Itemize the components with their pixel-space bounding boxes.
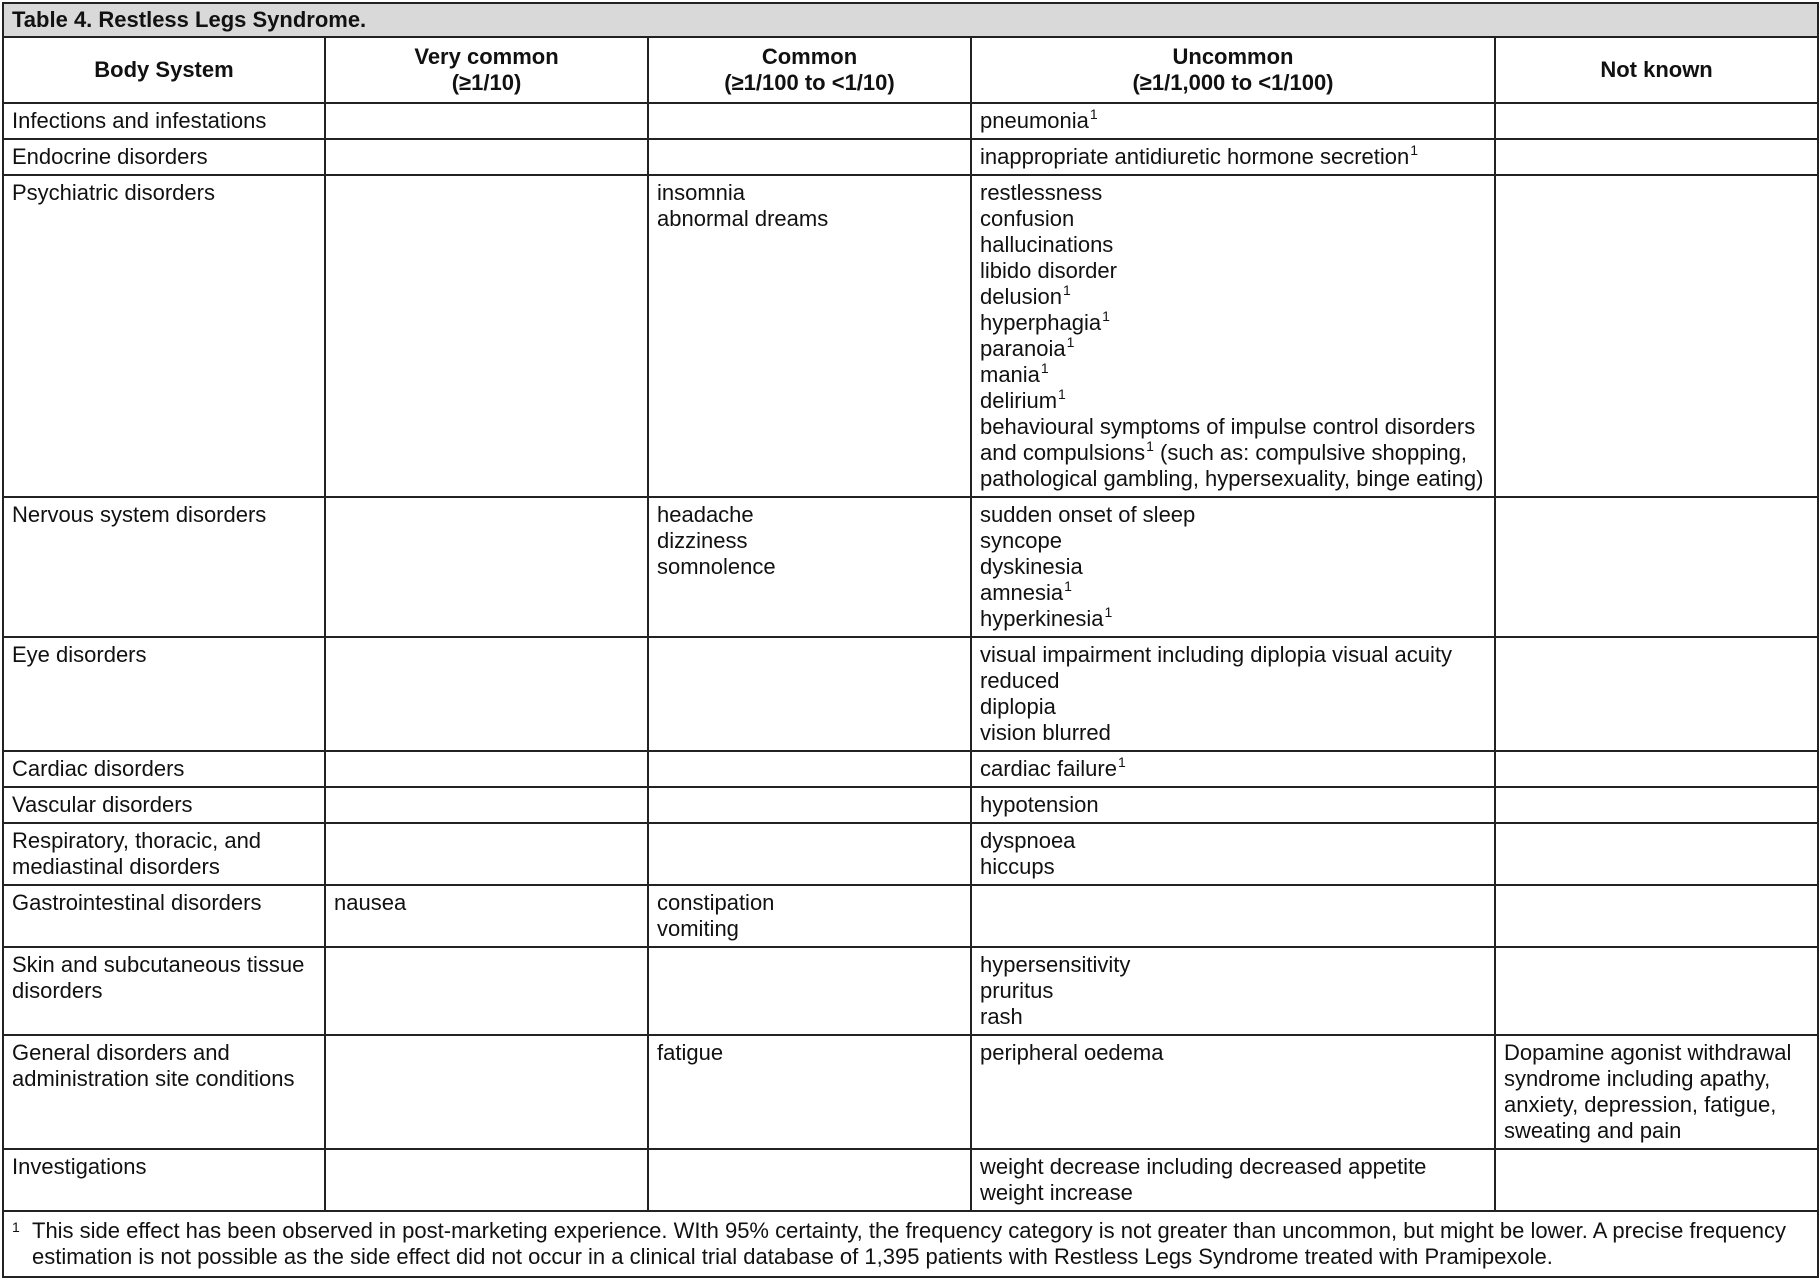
cell-text: constipation <box>657 890 775 915</box>
cell-line <box>980 606 1486 632</box>
cell-line <box>1504 1040 1809 1066</box>
cell-line <box>980 414 1486 440</box>
body-system-cell <box>3 947 325 1035</box>
cell-line <box>980 502 1486 528</box>
uncommon-cell <box>971 1149 1495 1211</box>
cell-text: fatigue <box>657 1040 724 1065</box>
cell-text: hypersensitivity <box>980 952 1131 977</box>
body-system-cell <box>3 751 325 787</box>
cell-line <box>980 978 1486 1004</box>
not-known-cell <box>1495 885 1818 947</box>
cell-text: sudden onset of sleep <box>980 502 1196 527</box>
very-common-cell <box>325 139 648 175</box>
table-title: Table 4. Restless Legs Syndrome. <box>3 3 1818 37</box>
cell-text: hyperkinesia <box>980 606 1104 631</box>
very-common-cell <box>325 497 648 637</box>
cell-line <box>12 108 316 134</box>
cell-line <box>657 890 962 916</box>
body-system-cell <box>3 497 325 637</box>
cell-line <box>980 258 1486 284</box>
cell-line <box>980 580 1486 606</box>
cell-text: Dopamine agonist withdrawal <box>1504 1040 1792 1065</box>
uncommon-cell <box>971 103 1495 139</box>
common-cell <box>648 885 971 947</box>
very-common-cell <box>325 175 648 497</box>
not-known-cell <box>1495 823 1818 885</box>
very-common-cell <box>325 947 648 1035</box>
cell-line <box>334 890 639 916</box>
very-common-cell <box>325 1035 648 1149</box>
cell-text: pathological gambling, hypersexuality, binge eating) <box>980 466 1484 491</box>
cell-text: dyskinesia <box>980 554 1083 579</box>
header-line: (≥1/10) <box>451 70 522 95</box>
cell-text: peripheral oedema <box>980 1040 1164 1065</box>
cell-line <box>980 206 1486 232</box>
cell-line <box>980 362 1486 388</box>
table-row <box>3 885 1818 947</box>
footnote-ref: 1 <box>1062 282 1071 298</box>
cell-text: syndrome including apathy, <box>1504 1066 1771 1091</box>
uncommon-cell <box>971 1035 1495 1149</box>
cell-line <box>980 1040 1486 1066</box>
cell-line <box>980 694 1486 720</box>
uncommon-cell <box>971 139 1495 175</box>
cell-line <box>980 528 1486 554</box>
cell-line <box>980 792 1486 818</box>
common-cell <box>648 1149 971 1211</box>
cell-line <box>980 466 1486 492</box>
footnote-ref: 1 <box>1066 334 1075 350</box>
uncommon-cell <box>971 885 1495 947</box>
cell-text: Eye disorders <box>12 642 147 667</box>
cell-line <box>657 554 962 580</box>
cell-line <box>980 440 1486 466</box>
cell-text: Skin and subcutaneous tissue <box>12 952 305 977</box>
body-system-cell <box>3 823 325 885</box>
cell-line <box>657 502 962 528</box>
very-common-cell <box>325 637 648 751</box>
not-known-cell <box>1495 787 1818 823</box>
cell-text: delusion <box>980 284 1062 309</box>
header-very-common <box>325 37 648 103</box>
cell-line <box>980 952 1486 978</box>
table-body <box>3 103 1818 1211</box>
cell-text: delirium <box>980 388 1058 413</box>
cell-text: Respiratory, thoracic, and <box>12 828 262 853</box>
cell-line <box>12 756 316 782</box>
header-line: Common <box>761 44 858 69</box>
cell-line <box>12 890 316 916</box>
cell-line <box>980 108 1486 134</box>
cell-line <box>980 642 1486 668</box>
uncommon-cell <box>971 497 1495 637</box>
cell-text: cardiac failure <box>980 756 1117 781</box>
cell-text: amnesia <box>980 580 1064 605</box>
cell-text: abnormal dreams <box>657 206 829 231</box>
footnote-text: This side effect has been observed in post-marketing experience. WIth 95% certainty, the frequency category is not greater than uncommon, but might be lower. A precise frequency estimation is not possible as the side effect did not occur in a clinical trial database of 1,395 patients with Restless Legs Syndrome treated with Pramipexole. <box>32 1218 1787 1269</box>
cell-text: reduced <box>980 668 1060 693</box>
cell-text: hyperphagia <box>980 310 1102 335</box>
common-cell <box>648 823 971 885</box>
table-row <box>3 139 1818 175</box>
common-cell <box>648 175 971 497</box>
cell-text: Nervous system disorders <box>12 502 267 527</box>
cell-line <box>980 554 1486 580</box>
cell-line <box>657 528 962 554</box>
cell-text: dyspnoea <box>980 828 1076 853</box>
cell-text: Cardiac disorders <box>12 756 185 781</box>
footnote-ref: 1 <box>1102 308 1110 324</box>
body-system-cell <box>3 637 325 751</box>
cell-line <box>1504 1092 1809 1118</box>
cell-text: diplopia <box>980 694 1056 719</box>
cell-line <box>980 828 1486 854</box>
body-system-cell <box>3 787 325 823</box>
cell-line <box>12 144 316 170</box>
cell-text: weight increase <box>980 1180 1133 1205</box>
cell-line <box>980 1154 1486 1180</box>
cell-text: paranoia <box>980 336 1066 361</box>
table-row <box>3 637 1818 751</box>
common-cell <box>648 787 971 823</box>
header-line: Body System <box>94 57 234 82</box>
table-row <box>3 1035 1818 1149</box>
very-common-cell <box>325 751 648 787</box>
not-known-cell <box>1495 175 1818 497</box>
cell-text: weight decrease including decreased appetite <box>980 1154 1427 1179</box>
common-cell <box>648 947 971 1035</box>
cell-text: nausea <box>334 890 407 915</box>
not-known-cell <box>1495 751 1818 787</box>
cell-line <box>12 854 316 880</box>
cell-line <box>980 180 1486 206</box>
common-cell <box>648 139 971 175</box>
cell-text: visual impairment including diplopia visual acuity <box>980 642 1453 667</box>
cell-line <box>980 720 1486 746</box>
cell-line <box>980 668 1486 694</box>
cell-line <box>980 284 1486 310</box>
cell-line <box>980 756 1486 782</box>
body-system-cell <box>3 103 325 139</box>
body-system-cell <box>3 175 325 497</box>
cell-text: mediastinal disorders <box>12 854 220 879</box>
uncommon-cell <box>971 637 1495 751</box>
cell-text: and compulsions <box>980 440 1146 465</box>
cell-text: insomnia <box>657 180 746 205</box>
cell-text: General disorders and <box>12 1040 230 1065</box>
header-line: Very common <box>414 44 559 69</box>
footnote-ref: 1 <box>1117 754 1126 770</box>
cell-line <box>980 232 1486 258</box>
cell-text: pruritus <box>980 978 1054 1003</box>
cell-text: restlessness <box>980 180 1103 205</box>
cell-text: anxiety, depression, fatigue, <box>1504 1092 1777 1117</box>
table-row <box>3 751 1818 787</box>
footnote-ref: 1 <box>1146 438 1154 454</box>
body-system-cell <box>3 139 325 175</box>
header-line: Not known <box>1600 57 1713 82</box>
cell-text: hypotension <box>980 792 1099 817</box>
cell-text: mania <box>980 362 1040 387</box>
adverse-reactions-table-container <box>2 2 1817 1278</box>
cell-text: hallucinations <box>980 232 1114 257</box>
cell-line <box>980 1004 1486 1030</box>
body-system-cell <box>3 885 325 947</box>
common-cell <box>648 751 971 787</box>
cell-text: dizziness <box>657 528 748 553</box>
cell-text: administration site conditions <box>12 1066 295 1091</box>
cell-text: inappropriate antidiuretic hormone secretion <box>980 144 1410 169</box>
table-row <box>3 1149 1818 1211</box>
uncommon-cell <box>971 175 1495 497</box>
table-row <box>3 175 1818 497</box>
footnote-ref: 1 <box>1040 360 1049 376</box>
cell-line <box>1504 1118 1809 1144</box>
table-row <box>3 787 1818 823</box>
very-common-cell <box>325 787 648 823</box>
common-cell <box>648 1035 971 1149</box>
very-common-cell <box>325 1149 648 1211</box>
table-row <box>3 497 1818 637</box>
cell-text: somnolence <box>657 554 776 579</box>
adverse-reactions-table <box>2 2 1819 1278</box>
cell-line <box>12 1066 316 1092</box>
cell-line <box>12 1154 316 1180</box>
cell-text: confusion <box>980 206 1075 231</box>
table-row <box>3 103 1818 139</box>
footnote-ref: 1 <box>1064 578 1072 594</box>
header-line: Uncommon <box>1172 44 1294 69</box>
header-common <box>648 37 971 103</box>
footnote-ref: 1 <box>1058 386 1066 402</box>
cell-text-continued: (such as: compulsive shopping, <box>1153 440 1467 465</box>
header-not-known <box>1495 37 1818 103</box>
cell-text: Infections and infestations <box>12 108 267 133</box>
cell-line <box>12 952 316 978</box>
cell-text: headache <box>657 502 754 527</box>
body-system-cell <box>3 1035 325 1149</box>
cell-text: pneumonia <box>980 108 1089 133</box>
common-cell <box>648 103 971 139</box>
cell-text: Psychiatric disorders <box>12 180 215 205</box>
not-known-cell <box>1495 497 1818 637</box>
very-common-cell <box>325 103 648 139</box>
common-cell <box>648 637 971 751</box>
cell-text: rash <box>980 1004 1023 1029</box>
not-known-cell <box>1495 947 1818 1035</box>
footnote-mark: 1 <box>12 1219 20 1235</box>
not-known-cell <box>1495 103 1818 139</box>
cell-text: hiccups <box>980 854 1055 879</box>
cell-text: Vascular disorders <box>12 792 193 817</box>
table-row <box>3 823 1818 885</box>
cell-text: libido disorder <box>980 258 1117 283</box>
cell-line <box>980 144 1486 170</box>
body-system-cell <box>3 1149 325 1211</box>
common-cell <box>648 497 971 637</box>
cell-line <box>657 1040 962 1066</box>
footnote-ref: 1 <box>1410 142 1419 158</box>
very-common-cell <box>325 823 648 885</box>
cell-line <box>980 336 1486 362</box>
footnote-ref: 1 <box>1089 106 1098 122</box>
cell-text: vision blurred <box>980 720 1111 745</box>
cell-line <box>12 828 316 854</box>
header-body-system <box>3 37 325 103</box>
cell-line <box>12 1040 316 1066</box>
cell-line <box>657 916 962 942</box>
cell-line <box>657 180 962 206</box>
cell-line <box>980 388 1486 414</box>
cell-line <box>12 502 316 528</box>
cell-text: syncope <box>980 528 1062 553</box>
cell-text: behavioural symptoms of impulse control disorders <box>980 414 1476 439</box>
header-uncommon <box>971 37 1495 103</box>
cell-line <box>657 206 962 232</box>
cell-line <box>980 854 1486 880</box>
cell-text: sweating and pain <box>1504 1118 1682 1143</box>
cell-text: disorders <box>12 978 103 1003</box>
uncommon-cell <box>971 787 1495 823</box>
header-line: (≥1/1,000 to <1/100) <box>1132 70 1334 95</box>
uncommon-cell <box>971 823 1495 885</box>
not-known-cell <box>1495 139 1818 175</box>
cell-text: Gastrointestinal disorders <box>12 890 262 915</box>
not-known-cell <box>1495 637 1818 751</box>
cell-line <box>12 978 316 1004</box>
cell-line <box>980 1180 1486 1206</box>
header-row <box>3 37 1818 103</box>
table-row <box>3 947 1818 1035</box>
cell-text: Investigations <box>12 1154 147 1179</box>
cell-line <box>12 180 316 206</box>
uncommon-cell <box>971 947 1495 1035</box>
cell-text: Endocrine disorders <box>12 144 208 169</box>
table-footnote <box>3 1211 1818 1277</box>
cell-line <box>12 792 316 818</box>
footnote-ref: 1 <box>1104 604 1113 620</box>
cell-line <box>12 642 316 668</box>
not-known-cell <box>1495 1035 1818 1149</box>
very-common-cell <box>325 885 648 947</box>
header-line: (≥1/100 to <1/10) <box>724 70 895 95</box>
not-known-cell <box>1495 1149 1818 1211</box>
cell-text: vomiting <box>657 916 739 941</box>
uncommon-cell <box>971 751 1495 787</box>
cell-line <box>980 310 1486 336</box>
cell-line <box>1504 1066 1809 1092</box>
